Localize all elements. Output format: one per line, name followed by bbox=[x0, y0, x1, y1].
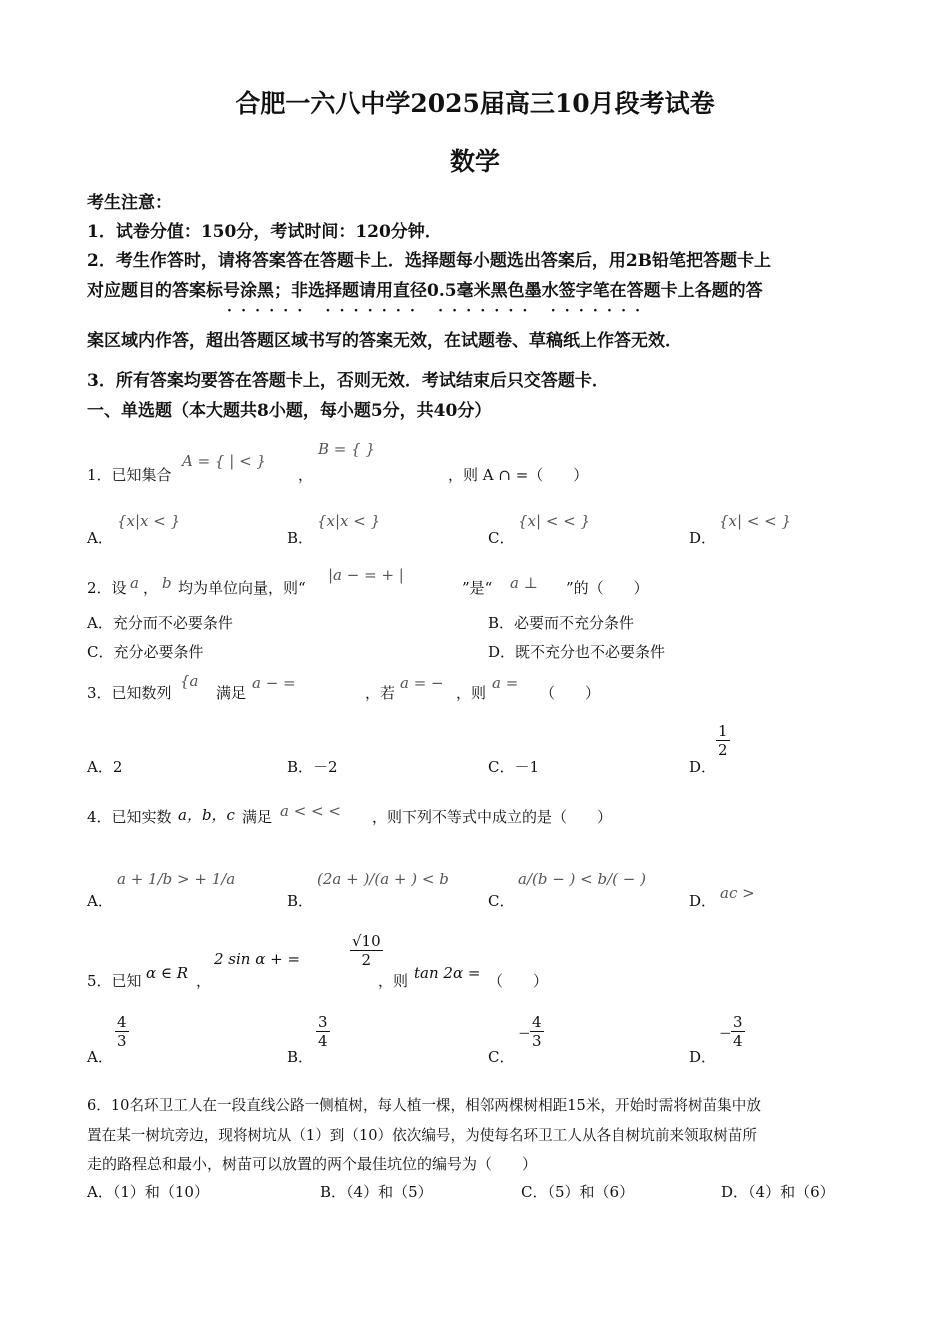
q5-ask: tan 2α = bbox=[414, 964, 481, 982]
q3-option-d-label: D． bbox=[689, 758, 717, 776]
q4-option-c-label: C． bbox=[488, 892, 515, 910]
q4-stem-satisfies: 满足 bbox=[242, 808, 273, 826]
q2-stem-is: ”是“ bbox=[462, 579, 493, 597]
q3-ask: a = bbox=[492, 674, 519, 692]
q4-option-d-label: D． bbox=[689, 892, 717, 910]
q2-stem-end: ”的（ ） bbox=[566, 579, 649, 597]
q4-option-b-label: B． bbox=[287, 892, 314, 910]
q5-option-c-fraction bbox=[530, 1013, 544, 1050]
q6-option-c: C．（5）和（6） bbox=[521, 1183, 635, 1201]
q5-option-b-label: B． bbox=[287, 1048, 314, 1066]
notice-item-1: 1．试卷分值：150分，考试时间：120分钟． bbox=[87, 222, 442, 242]
q4-stem-start: 4．已知实数 bbox=[87, 808, 172, 826]
q2-option-a: A．充分而不必要条件 bbox=[87, 614, 233, 632]
q2-var-b: b bbox=[162, 574, 172, 592]
q5-option-a-fraction bbox=[115, 1013, 129, 1050]
q1-option-a-label: A． bbox=[87, 529, 113, 547]
q5-option-d-label: D． bbox=[689, 1048, 717, 1066]
q5-option-c-numerator: 4 bbox=[532, 1013, 542, 1031]
q1-option-c-label: C． bbox=[488, 529, 515, 547]
q3-stem-end: （ ） bbox=[540, 684, 601, 702]
notice-item-2-line-3: 案区域内作答，超出答题区域书写的答案无效，在试题卷、草稿纸上作答无效． bbox=[87, 331, 682, 351]
q5-option-a-denominator: 3 bbox=[117, 1032, 127, 1050]
q1-option-b-label: B． bbox=[287, 529, 314, 547]
subject-title: 数学 bbox=[449, 147, 500, 176]
q5-option-b-numerator: 3 bbox=[318, 1013, 328, 1031]
q5-rhs-fraction bbox=[350, 932, 383, 969]
q1-set-a: A = { | < } bbox=[182, 452, 266, 470]
q3-option-d-fraction bbox=[716, 722, 730, 759]
q5-stem-end: （ ） bbox=[488, 972, 549, 990]
notice-item-2-line-2: 对应题目的答案标号涂黑；非选择题请用直径0.5毫米黑色墨水签字笔在答题卡上各题的答 bbox=[87, 281, 763, 301]
notice-heading: 考生注意： bbox=[87, 193, 172, 213]
q5-equation: 2 sin α + = bbox=[214, 950, 301, 968]
q1-option-d-label: D． bbox=[689, 529, 717, 547]
q5-rhs-denominator: 2 bbox=[361, 951, 372, 969]
q6-line-2: 置在某一树坑旁边，现将树坑从（1）到（10）依次编号，为使每名环卫工人从各自树坑前来领取树苗所 bbox=[87, 1127, 757, 1144]
q2-option-c: C．充分必要条件 bbox=[87, 643, 204, 661]
q1-option-c-math: {x| < < } bbox=[518, 512, 591, 530]
q4-option-b-math: (2a + )/(a + ) < b bbox=[317, 870, 449, 888]
q3-option-d-denominator: 2 bbox=[718, 741, 728, 759]
q5-option-b-fraction bbox=[316, 1013, 330, 1050]
q3-option-d-numerator: 1 bbox=[718, 722, 728, 740]
q5-option-c-denominator: 3 bbox=[532, 1032, 542, 1050]
q4-condition: a < < < bbox=[280, 802, 341, 820]
q5-option-c-sign: − bbox=[518, 1024, 531, 1042]
q5-stem-start: 5．已知 bbox=[87, 972, 142, 990]
section-heading: 一、单选题（本大题共8小题，每小题5分，共40分） bbox=[87, 401, 492, 421]
q4-option-d-math: ac > bbox=[720, 884, 755, 902]
q4-option-a-label: A． bbox=[87, 892, 113, 910]
q3-stem-start: 3．已知数列 bbox=[87, 684, 172, 702]
emphasis-dots: ······ ······· ······· ······· bbox=[227, 303, 650, 319]
q5-option-d-denominator: 4 bbox=[733, 1032, 743, 1050]
q6-option-d: D．（4）和（6） bbox=[721, 1183, 835, 1201]
q2-var-a: a bbox=[130, 574, 139, 592]
q3-stem-satisfies: 满足 bbox=[216, 684, 247, 702]
q4-variables: a，b，c bbox=[178, 806, 235, 824]
q1-separator: ， bbox=[298, 466, 314, 484]
q2-stem-start: 2．设 bbox=[87, 579, 127, 597]
q4-option-a-math: a + 1/b > + 1/a bbox=[117, 870, 236, 888]
q5-option-b-denominator: 4 bbox=[318, 1032, 328, 1050]
q2-option-b: B．必要而不充分条件 bbox=[488, 614, 635, 632]
q2-condition: |a − = + | bbox=[328, 566, 404, 584]
q3-sequence: {a bbox=[180, 672, 199, 690]
q1-stem: 1．已知集合 bbox=[87, 466, 172, 484]
q1-option-d-math: {x| < < } bbox=[719, 512, 792, 530]
exam-title: 合肥一六八中学2025届高三10月段考试卷 bbox=[235, 89, 715, 118]
q2-stem-middle: 均为单位向量，则“ bbox=[178, 579, 306, 597]
notice-item-2-line-1: 2．考生作答时，请将答案答在答题卡上．选择题每小题选出答案后，用2B铅笔把答题卡上 bbox=[87, 251, 772, 271]
q3-stem-if: ，若 bbox=[365, 684, 396, 702]
q1-option-b-math: {x|x < } bbox=[317, 512, 381, 530]
q5-option-a-label: A． bbox=[87, 1048, 113, 1066]
q5-option-a-numerator: 4 bbox=[117, 1013, 127, 1031]
q4-stem-end: ，则下列不等式中成立的是（ ） bbox=[372, 808, 613, 826]
q1-tail: ，则 A ∩ =（ ） bbox=[448, 466, 589, 484]
q5-stem-then: ，则 bbox=[378, 972, 409, 990]
q5-option-c-label: C． bbox=[488, 1048, 515, 1066]
q1-set-b: B = { } bbox=[318, 440, 375, 458]
q6-line-1: 6．10名环卫工人在一段直线公路一侧植树，每人植一棵，相邻两棵树相距15米，开始时需将树苗集中放 bbox=[87, 1097, 761, 1114]
q5-option-d-fraction bbox=[731, 1013, 745, 1050]
q6-option-b: B．（4）和（5） bbox=[320, 1183, 433, 1201]
q5-domain: α ∈ R bbox=[146, 964, 189, 982]
q2-perpendicular: a ⊥ bbox=[510, 574, 538, 592]
q5-rhs-numerator: √10 bbox=[352, 932, 381, 950]
notice-item-3: 3．所有答案均要答在答题卡上，否则无效．考试结束后只交答题卡． bbox=[87, 371, 609, 391]
q4-option-c-math: a/(b − ) < b/( − ) bbox=[518, 870, 646, 888]
q1-option-a-math: {x|x < } bbox=[117, 512, 181, 530]
q3-stem-then: ，则 bbox=[456, 684, 487, 702]
q3-recurrence: a − = bbox=[252, 674, 296, 692]
q5-comma: ， bbox=[196, 972, 212, 990]
q3-initial: a = − bbox=[400, 674, 444, 692]
q2-option-d: D．既不充分也不必要条件 bbox=[488, 643, 666, 661]
q3-option-b: B．－2 bbox=[287, 758, 338, 776]
q5-option-d-numerator: 3 bbox=[733, 1013, 743, 1031]
q3-option-a: A．2 bbox=[87, 758, 123, 776]
q6-option-a: A．（1）和（10） bbox=[87, 1183, 209, 1201]
q5-option-d-sign: − bbox=[719, 1024, 732, 1042]
q6-line-3: 走的路程总和最小，树苗可以放置的两个最佳坑位的编号为（ ） bbox=[87, 1155, 538, 1173]
q3-option-c: C．－1 bbox=[488, 758, 540, 776]
q2-comma: ， bbox=[143, 579, 159, 597]
